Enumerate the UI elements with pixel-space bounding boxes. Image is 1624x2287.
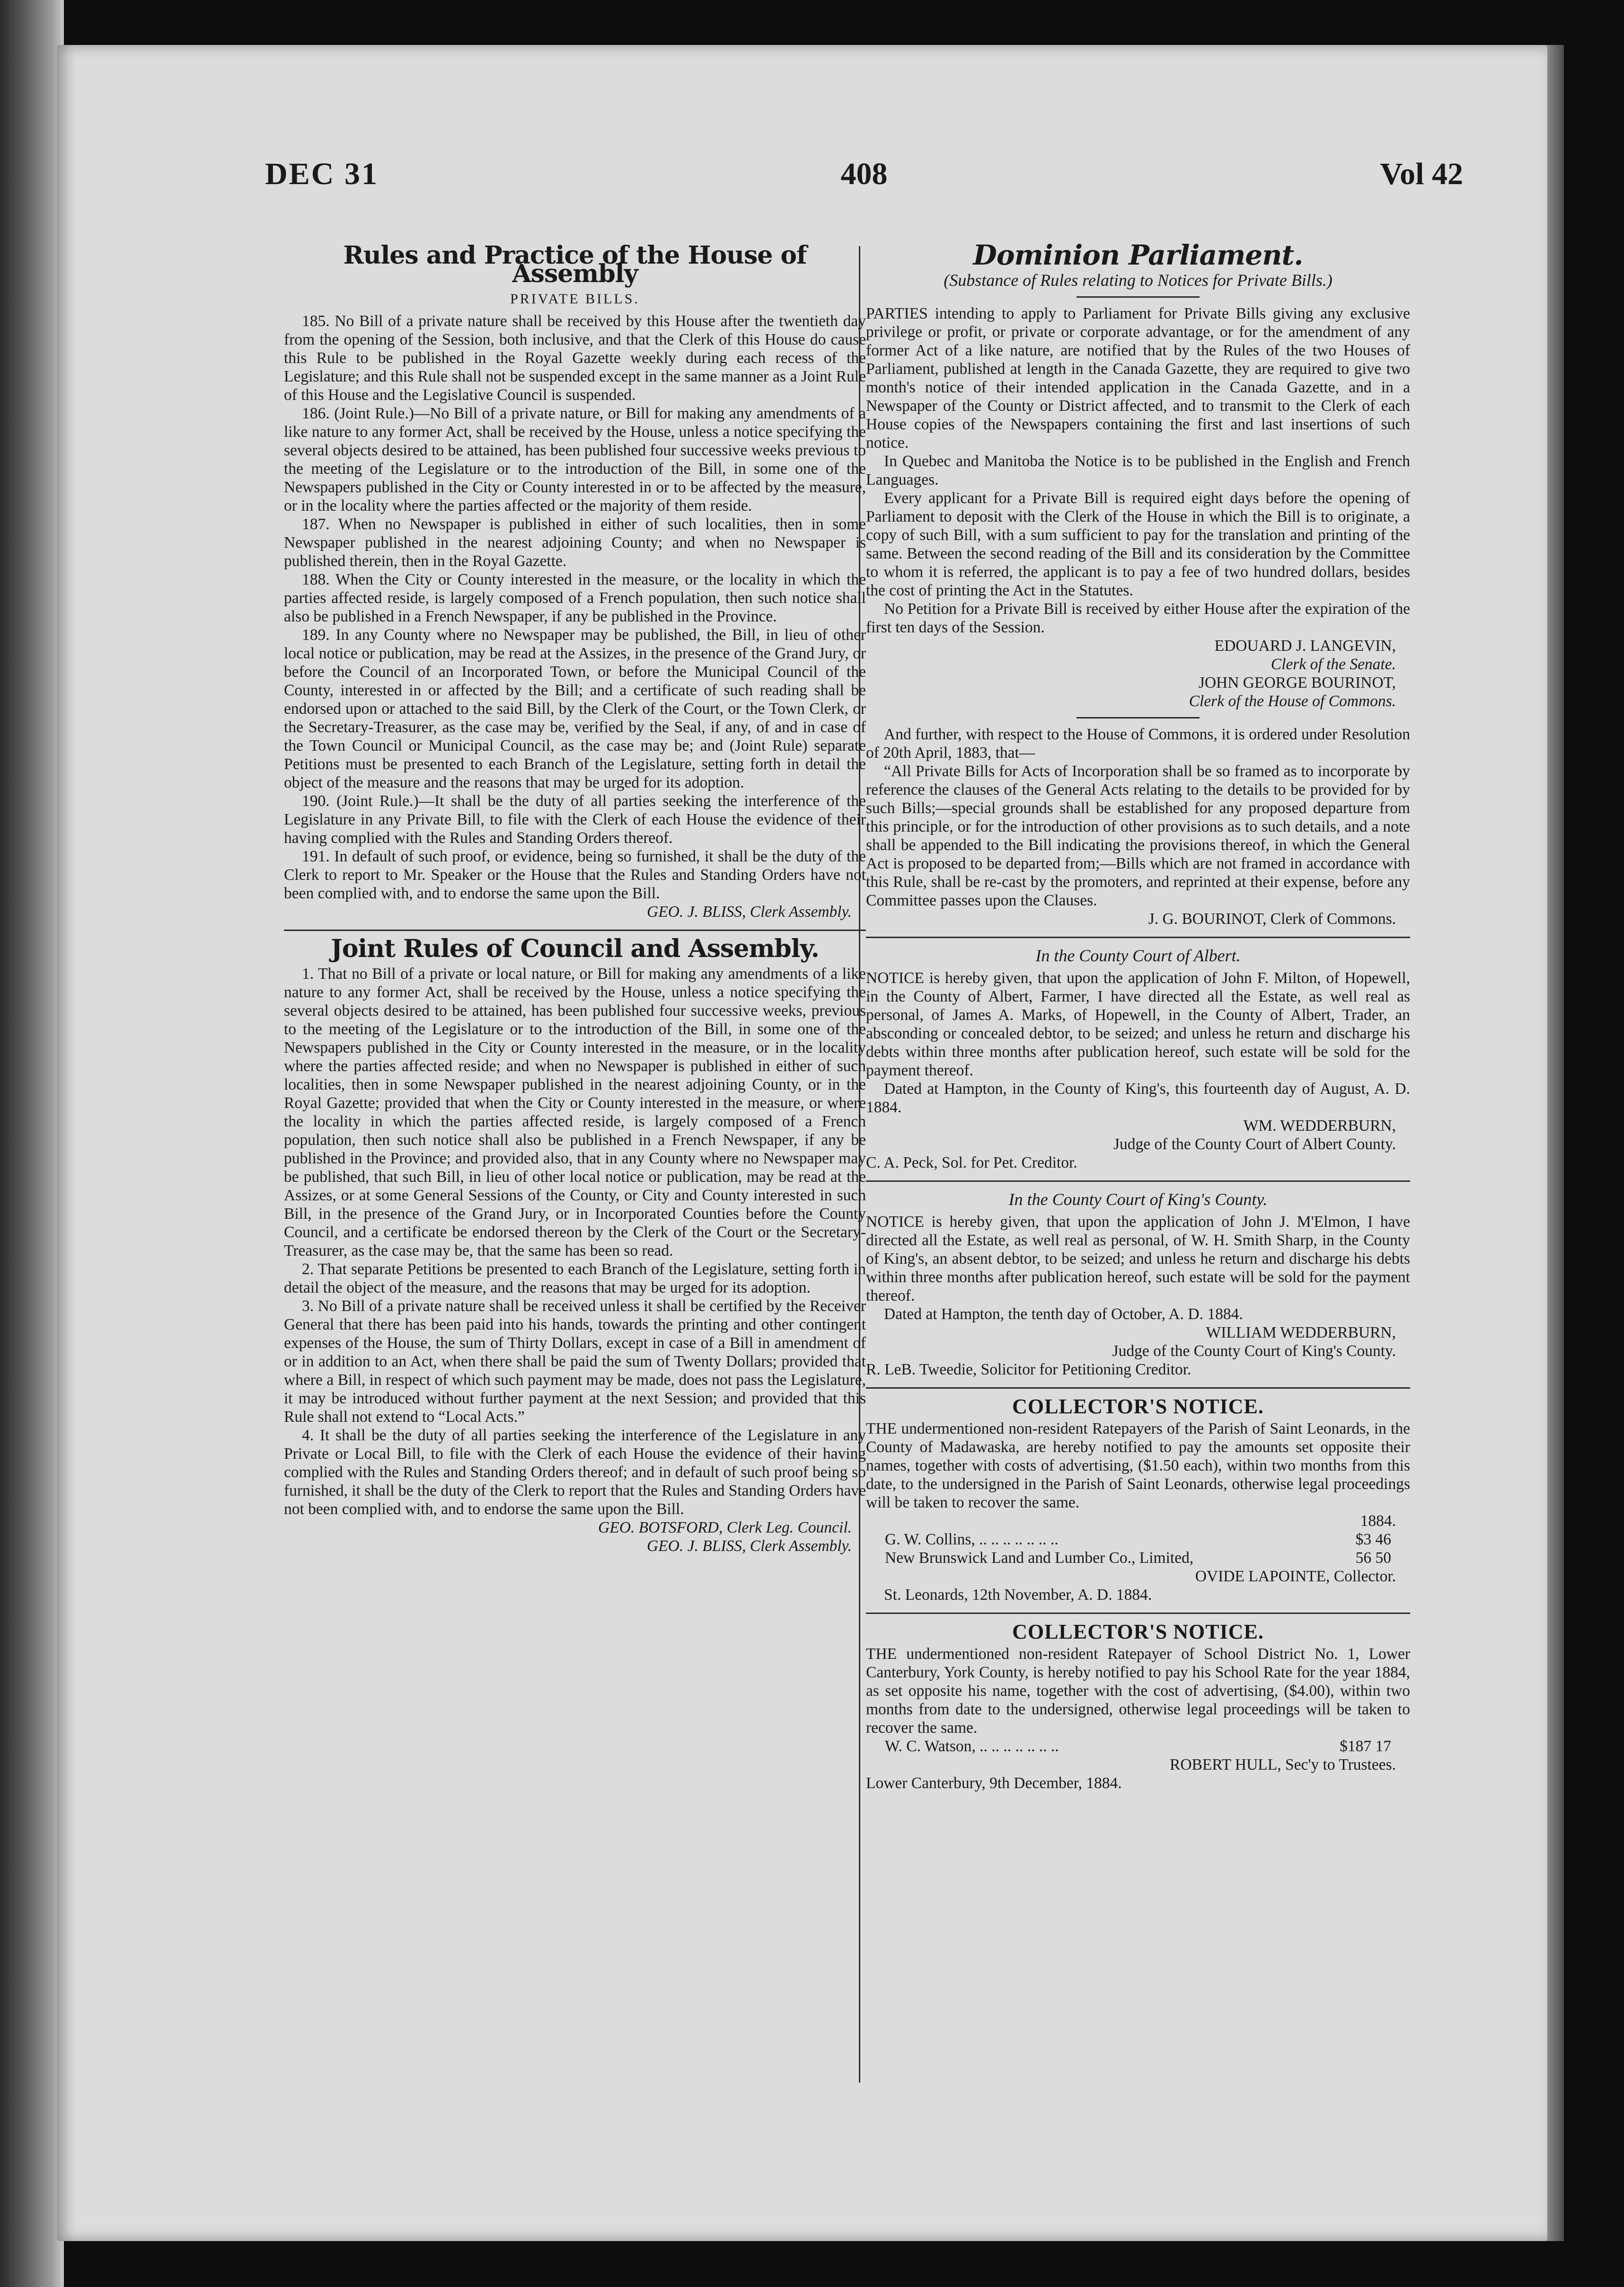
collector-notice-2-title: COLLECTOR'S NOTICE. [1012,1620,1264,1643]
commons-clerk-title: Clerk of the House of Commons. [1189,692,1396,710]
dominion-subtitle: (Substance of Rules relating to Notices for Private Bills.) [944,271,1333,290]
amount-due: $3 46 [1355,1531,1391,1548]
ratepayer-name: W. C. Watson, .. .. .. .. .. .. .. [885,1737,1059,1755]
section-rule [866,1180,1410,1182]
volume-number: Vol 42 [1380,157,1463,191]
right-column [866,239,1410,1792]
section-rule [284,930,866,931]
rule-187: 187. When no Newspaper is published in either of such localities, then in some Newspaper published in the nearest adjoining County; and when no Newspaper is published therein, then in the Royal Gazette. [284,515,866,570]
joint-rule-3: 3. No Bill of a private nature shall be received unless it shall be certified by the Receiver General that there has been paid into his hands, towards the printing and other contingent expenses of the House, the sum of Thirty Dollars, except in case of a Bill in amendment of or in addition to an Act, when there shall be paid the sum of Twenty Dollars; provided that where a Bill, in respect of which such payment may be made, does not pass the Legislature, it may be introduced without further payment at the next Session; and provided that this Rule shall not extend to “Local Acts.” [284,1297,866,1426]
commons-clerk-name: JOHN GEORGE BOURINOT, [1198,674,1396,691]
collector-notice-1-year: 1884. [1360,1512,1396,1530]
collector-row [866,1549,1410,1567]
page-number: 408 [840,157,888,191]
book-binding [0,0,64,2287]
albert-solicitor: C. A. Peck, Sol. for Pet. Creditor. [866,1154,1077,1171]
albert-court-title: In the County Court of Albert. [1035,946,1241,965]
collector-notice-1-text: THE undermentioned non-resident Ratepayers of the Parish of Saint Leonards, in the County of Madawaska, are hereby notified to pay the amounts set opposite their names, together with costs of advertising, ($1.50 each), within two months from this date, to the undersigned in the Parish of Saint Leonards, otherwise legal proceedings will be taken to recover the same. [866,1420,1410,1511]
ratepayer-name: New Brunswick Land and Lumber Co., Limited, [885,1549,1194,1567]
collector-row [866,1737,1410,1755]
joint-rule-1: 1. That no Bill of a private or local nature, or Bill for making any amendments of a like nature to any former Act, shall be received by the House, unless a notice specifying the several objects desired to be attained, has been published four successive weeks, previous to the meeting of the Legislature or to the introduction of the Bill, in some one of the Newspapers published in the City or County interested in the measure, or in the locality where the parties affected reside; and when no Newspaper is published in either of such localities, then in some Newspaper published in the nearest adjoining County, or in the Royal Gazette; provided that when the City or County interested in the measure, or where the locality in which the parties affected reside, is largely composed of a French population, then such notice shall also be published in a French Newspaper, if any be published in the Province; and provided also, that in any County where no Newspaper may be published, that such Bill, in lieu of other local notice or publication, may be read at the Assizes, or at some General Sessions of the County, or City and County interested in such Bill, in the presence of the Grand Jury, or in Incorporated Counties before the County Council, and a certificate be endorsed thereon by the Clerk of the Court or the Secretary-Treasurer, as the case may be, that the same has been so read. [284,965,866,1259]
section-rule [866,1387,1410,1389]
collector-notice-2-dated: Lower Canterbury, 9th December, 1884. [866,1774,1122,1792]
house-rules-signature: GEO. J. BLISS, Clerk Assembly. [647,903,852,921]
short-rule [1077,296,1200,298]
dominion-para-1: PARTIES intending to apply to Parliament for Private Bills giving any exclusive privilege or profit, or private or corporate advantage, or for the amendment of any former Act of a like nature, are notified that by the Rules of the two Houses of Parliament, published at length in the Canada Gazette, they are required to give two month's notice of their intended application in the Canada Gazette, and in a Newspaper of the County or District affected, and to transmit to the Clerk of each House copies of the Newspapers containing the first and last insertions of such notice. [866,305,1410,452]
albert-dated: Dated at Hampton, in the County of King's, this fourteenth day of August, A. D. 1884. [866,1080,1410,1116]
senate-clerk-title: Clerk of the Senate. [1271,656,1396,673]
rule-185: 185. No Bill of a private nature shall be received by this House after the twentieth day from the opening of the Session, both inclusive, and that the Clerk of this House do cause this Rule to be published in the Royal Gazette weekly during each recess of the Legislature; and this Rule shall not be suspended except in the same manner as a Joint Rule of this House and the Legislative Council is suspended. [284,312,866,404]
dominion-para-3: Every applicant for a Private Bill is required eight days before the opening of Parliament to deposit with the Clerk of the House in which the Bill is to originate, a copy of such Bill, with a sum sufficient to pay for the translation and printing of the same. Between the second reading of the Bill and its consideration by the Committee to whom it is referred, the applicant is to pay a fee of two hundred dollars, besides the cost of printing the Act in the Statutes. [866,489,1410,599]
dominion-para-4: No Petition for a Private Bill is received by either House after the expiration of the first ten days of the Session. [866,600,1410,636]
rule-191: 191. In default of such proof, or evidence, being so furnished, it shall be the duty of the Clerk to report to Mr. Speaker or the House that the Rules and Standing Orders have not been complied with, and to endorse the same upon the Bill. [284,848,866,902]
collector-notice-2-text: THE undermentioned non-resident Ratepayer of School District No. 1, Lower Canterbury, York County, is hereby notified to pay his School Rate for the year 1884, as set opposite his name, together with the cost of advertising, ($4.00), within two months from date to the undersigned, otherwise legal proceedings will be taken to recover the same. [866,1645,1410,1737]
collector-notice-2-signature: ROBERT HULL, Sec'y to Trustees. [1169,1756,1396,1773]
page-header [265,156,1463,232]
ratepayer-name: G. W. Collins, .. .. .. .. .. .. .. [885,1531,1059,1548]
incorporation-quote: “All Private Bills for Acts of Incorporation shall be so framed as to incorporate by reference the clauses of the General Acts relating to the details to be provided for by such Bills;—special grounds shall be established for any proposed departure from this principle, or for the introduction of other provisions as to such details, and a note shall be appended to the Bill indicating the provisions thereof, in which the General Act is proposed to be departed from;—Bills which are not framed in accordance with this Rule, shall be re-cast by the promoters, and reprinted at their expense, before any Committee passes upon the Clauses. [866,762,1410,909]
albert-notice: NOTICE is hereby given, that upon the application of John F. Milton, of Hopewell, in the County of Albert, Farmer, I have directed all the Estate, as well real as personal, of James A. Marks, of Hopewell, in the County of Albert, Trader, an absconding or concealed debtor, to be seized; and unless he return and discharge his debts within three months after publication hereof, such estate will be sold for the payment thereof. [866,969,1410,1079]
collector-notice-1-title: COLLECTOR'S NOTICE. [1012,1395,1264,1418]
further-resolution: And further, with respect to the House of Commons, it is ordered under Resolution of 20th April, 1883, that— [866,726,1410,762]
rule-190: 190. (Joint Rule.)—It shall be the duty of all parties seeking the interference of the Legislature in any Private Bill, to file with the Clerk of each House the evidence of their having complied with the Rules and Standing Orders thereof. [284,792,866,847]
dominion-parliament-title: Dominion Parliament. [973,239,1303,271]
private-bills-subtitle: PRIVATE BILLS. [510,291,640,307]
kings-notice: NOTICE is hereby given, that upon the application of John J. M'Elmon, I have directed all the Estate, as well real as personal, of W. H. Smith Sharp, in the County of King's, an absent debtor, to be seized; and unless he return and discharge his debts within three months after publication hereof, such estate will be sold for the payment thereof. [866,1213,1410,1304]
collector-row [866,1530,1410,1549]
rule-188: 188. When the City or County interested in the measure, or the locality in which the parties affected reside, is largely composed of a French population, then such notice shall also be published in a French Newspaper, if any be published in the Province. [284,571,866,625]
collector-notice-1-dated: St. Leonards, 12th November, A. D. 1884. [884,1586,1152,1604]
albert-judge-title: Judge of the County Court of Albert County. [1113,1135,1396,1153]
house-rules-title: Rules and Practice of the House of Assembly [343,241,807,288]
rule-189: 189. In any County where no Newspaper may be published, the Bill, in lieu of other local notice or publication, may be read at the Assizes, in the presence of the Grand Jury, or before the Council of an Incorporated Town, or before the Municipal Council of the County, interested in or affected by the Bill; and a certificate of such reading shall be endorsed upon or attached to the said Bill, by the Clerk of the Court, or the Town Clerk, or the Secretary-Treasurer, as the case may be, verified by the Seal, if any, of and in case of the Town Council or Municipal Council, as the case may be; and (Joint Rule) separate Petitions must be presented to each Branch of the Legislature, setting forth in detail the object of the measure and the reasons that may be urged for its adoption. [284,626,866,791]
kings-solicitor: R. LeB. Tweedie, Solicitor for Petitioning Creditor. [866,1361,1192,1378]
joint-rule-4: 4. It shall be the duty of all parties seeking the interference of the Legislature in any Private or Local Bill, to file with the Clerk of each House the evidence of their having complied with the Rules and Standing Orders thereof; and in default of such proof being so furnished, it shall be the duty of the Clerk to report that the Rules and Standing Orders have not been complied with, and to endorse the same upon the Bill. [284,1427,866,1518]
joint-rules-title: Joint Rules of Council and Assembly. [331,934,819,963]
dominion-para-2: In Quebec and Manitoba the Notice is to be published in the English and French Languages. [866,452,1410,488]
short-rule [1077,717,1200,718]
kings-dated: Dated at Hampton, the tenth day of October, A. D. 1884. [884,1305,1243,1323]
section-rule [866,1613,1410,1614]
kings-judge-name: WILLIAM WEDDERBURN, [1206,1324,1396,1341]
left-column [284,241,866,1555]
kings-judge-title: Judge of the County Court of King's County. [1112,1342,1396,1360]
rule-186: 186. (Joint Rule.)—No Bill of a private nature, or Bill for making any amendments of a like nature to any former Act, shall be received by the House, unless a notice specifying the several objects desired to be attained, has been published four successive weeks previous to the meeting of the Legislature or to the introduction of the Bill, in some one of the Newspapers published in the City or County interested in or to be affected by the measure, or in the locality where the parties affected or the majority of them reside. [284,405,866,514]
joint-signature-council: GEO. BOTSFORD, Clerk Leg. Council. [598,1519,852,1536]
amount-due: $187 17 [1340,1737,1391,1755]
amount-due: 56 50 [1355,1549,1391,1567]
collector-notice-1-signature: OVIDE LAPOINTE, Collector. [1195,1568,1396,1585]
quote-signature: J. G. BOURINOT, Clerk of Commons. [1148,910,1396,928]
joint-rule-2: 2. That separate Petitions be presented to each Branch of the Legislature, setting forth in detail the object of the measure, and the reasons that may be urged for its adoption. [284,1260,866,1296]
joint-signature-assembly: GEO. J. BLISS, Clerk Assembly. [647,1537,852,1555]
issue-date: DEC 31 [265,157,379,191]
albert-judge-name: WM. WEDDERBURN, [1243,1117,1396,1135]
section-rule [866,937,1410,938]
senate-clerk-name: EDOUARD J. LANGEVIN, [1214,637,1396,655]
kings-court-title: In the County Court of King's County. [1008,1190,1268,1209]
